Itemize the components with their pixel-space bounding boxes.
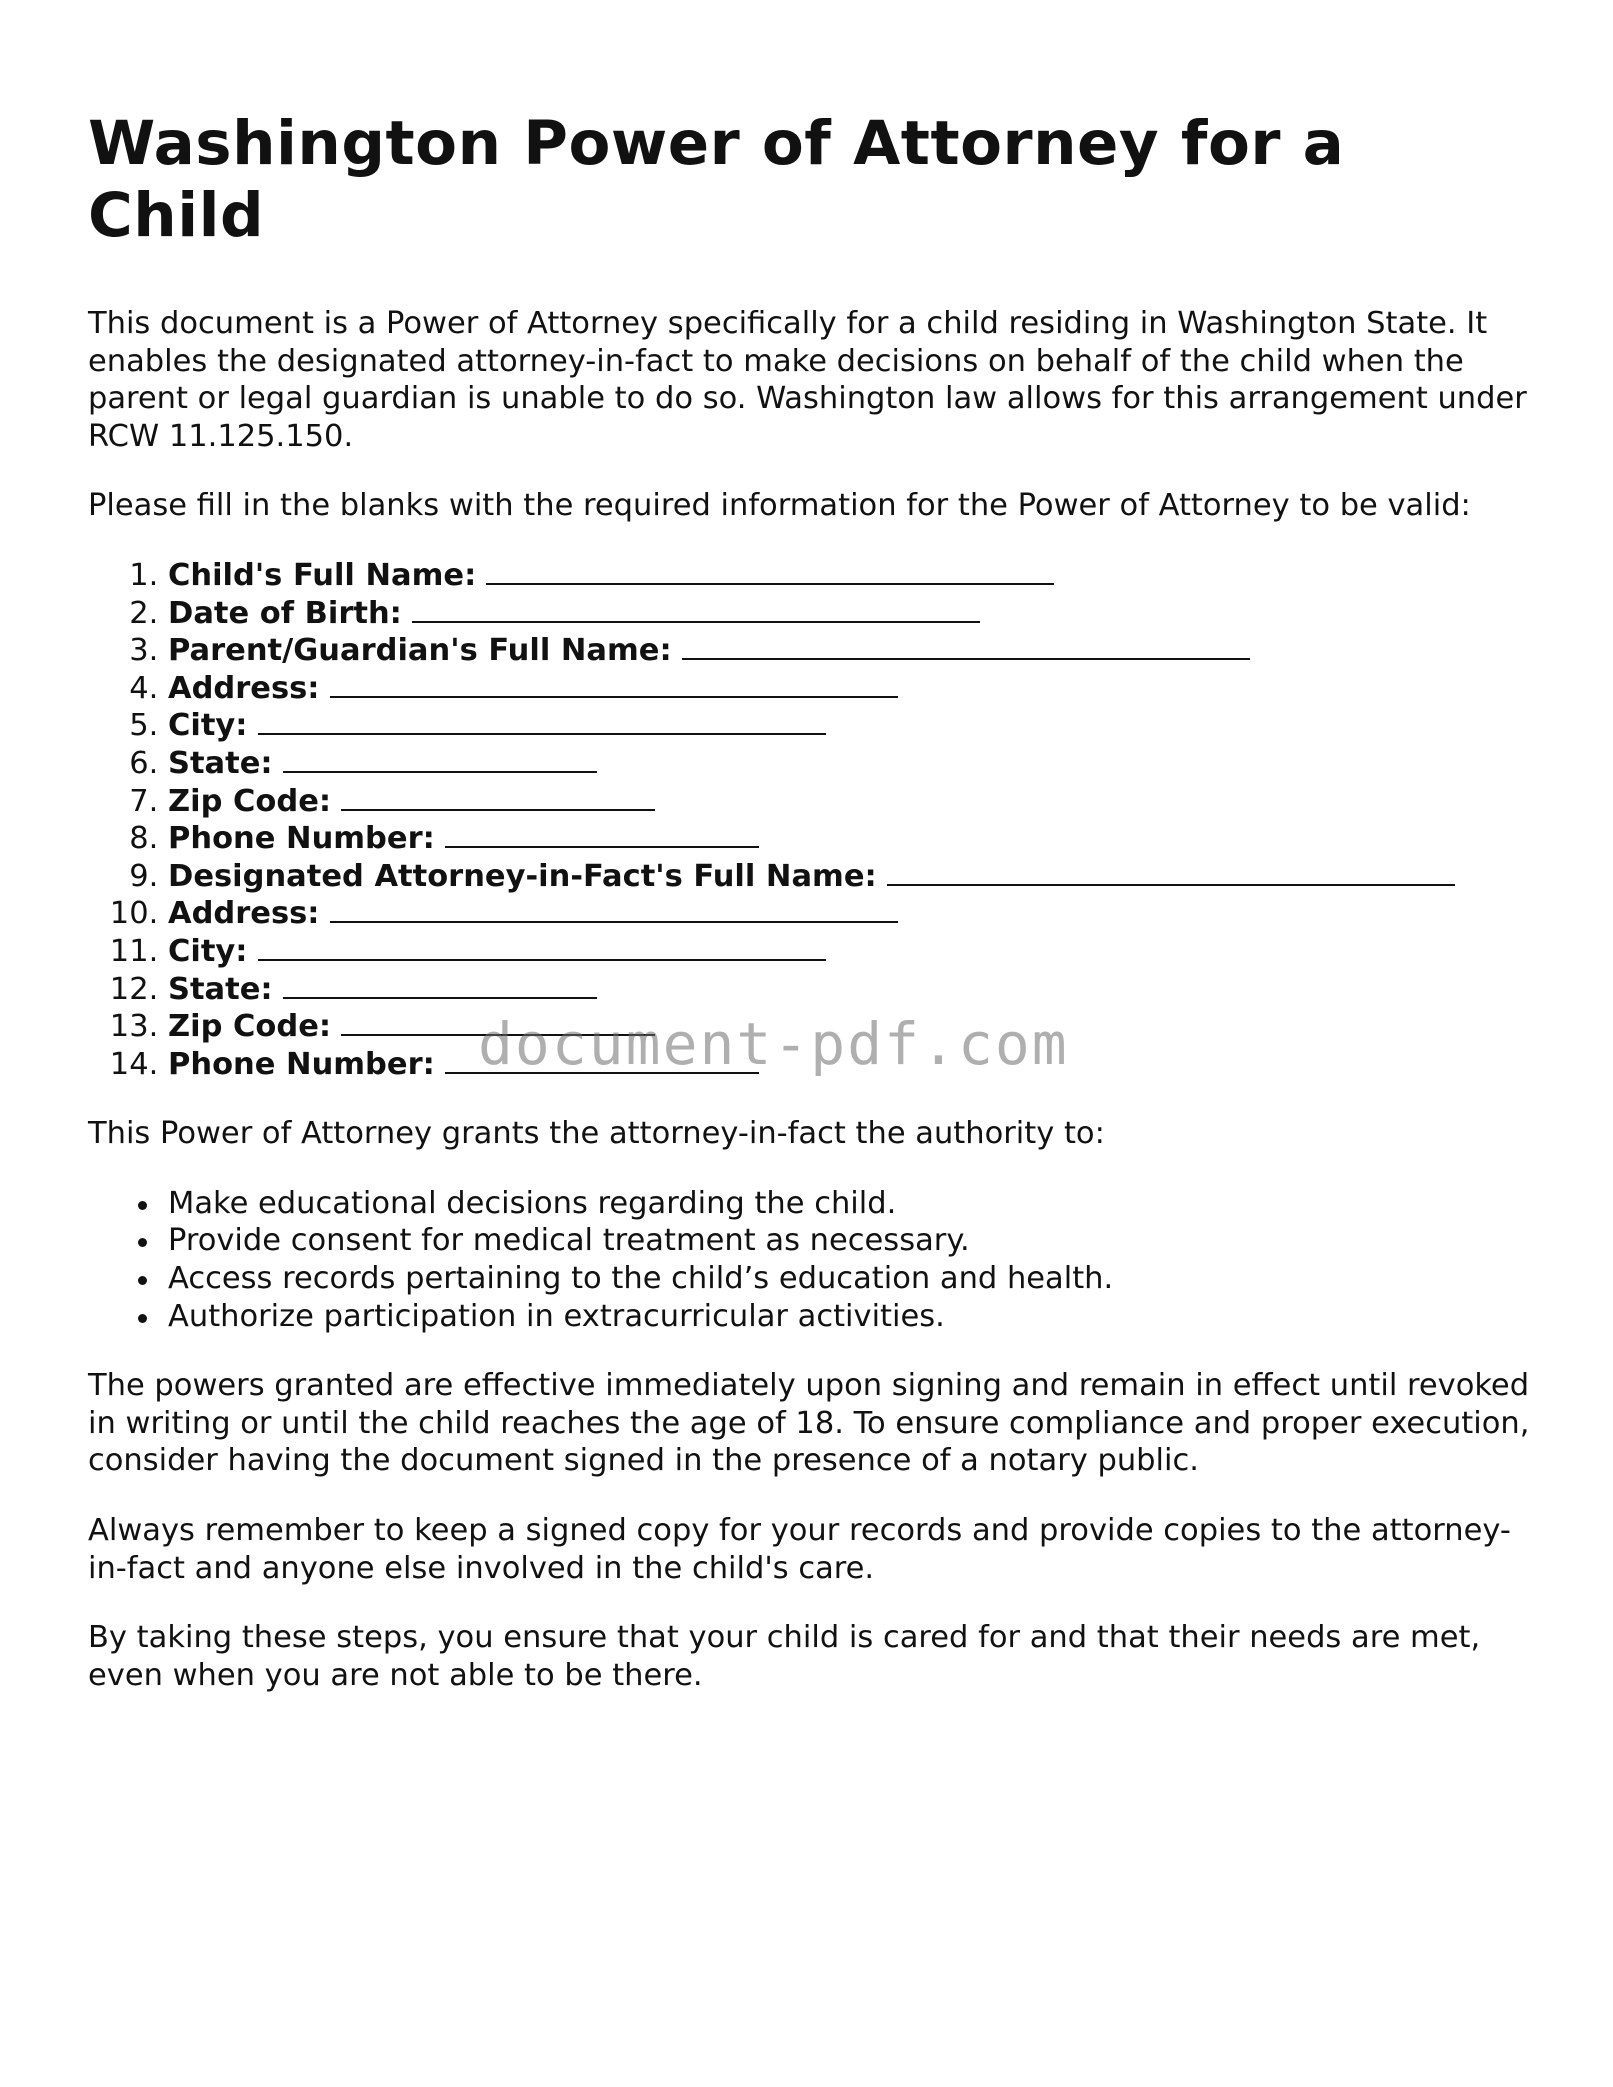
form-fields-list xyxy=(88,557,1538,1083)
field-label: City: xyxy=(168,708,248,744)
field-attorney-in-fact-name xyxy=(168,858,1538,896)
field-attorney-address xyxy=(168,895,1538,933)
blank-line[interactable] xyxy=(887,864,1455,886)
field-label: Zip Code: xyxy=(168,1009,332,1045)
field-label: State: xyxy=(168,971,273,1007)
document-page xyxy=(88,108,1538,1694)
field-label: Designated Attorney-in-Fact's Full Name: xyxy=(168,858,877,894)
field-address xyxy=(168,670,1538,708)
field-parent-guardian-name xyxy=(168,632,1538,670)
field-label: Phone Number: xyxy=(168,821,435,857)
blank-line[interactable] xyxy=(445,826,759,848)
watermark: document-pdf.com xyxy=(478,1010,1069,1078)
field-phone-number xyxy=(168,820,1538,858)
field-attorney-phone-number xyxy=(168,1046,1538,1084)
field-label: City: xyxy=(168,933,248,969)
list-item: Access records pertaining to the child’s education and health. xyxy=(168,1260,1538,1298)
list-item: Provide consent for medical treatment as necessary. xyxy=(168,1222,1538,1260)
blank-line[interactable] xyxy=(412,601,980,623)
field-attorney-zip-code xyxy=(168,1008,1538,1046)
field-label: Address: xyxy=(168,896,320,932)
field-date-of-birth xyxy=(168,595,1538,633)
blank-line[interactable] xyxy=(258,713,826,735)
remember-paragraph: Always remember to keep a signed copy for your records and provide copies to the attorney-in-fact and anyone else involved in the child's care. xyxy=(88,1513,1511,1586)
closing-paragraph: By taking these steps, you ensure that your child is cared for and that their needs are met, even when you are not able to be there. xyxy=(88,1620,1481,1693)
field-childs-full-name xyxy=(168,557,1538,595)
field-label: Phone Number: xyxy=(168,1046,435,1082)
list-item: Make educational decisions regarding the child. xyxy=(168,1185,1538,1223)
field-label: State: xyxy=(168,745,273,781)
blank-line[interactable] xyxy=(258,939,826,961)
field-label: Date of Birth: xyxy=(168,595,402,631)
blank-line[interactable] xyxy=(330,901,898,923)
field-label: Child's Full Name: xyxy=(168,557,477,593)
page-title: Washington Power of Attorney for a Child xyxy=(88,108,1345,251)
field-zip-code xyxy=(168,783,1538,821)
blank-line[interactable] xyxy=(682,638,1250,660)
list-item: Authorize participation in extracurricular activities. xyxy=(168,1298,1538,1336)
blank-line[interactable] xyxy=(486,563,1054,585)
blank-line[interactable] xyxy=(283,751,597,773)
blank-line[interactable] xyxy=(330,676,898,698)
field-city xyxy=(168,707,1538,745)
blank-line[interactable] xyxy=(341,789,655,811)
field-label: Zip Code: xyxy=(168,783,332,819)
instructions-paragraph: Please fill in the blanks with the required information for the Power of Attorney to be valid: xyxy=(88,488,1471,524)
field-label: Address: xyxy=(168,670,320,706)
powers-list xyxy=(88,1185,1538,1335)
effect-paragraph: The powers granted are effective immediately upon signing and remain in effect until revoked in writing or until the child reaches the age of 18. To ensure compliance and proper execution, consider having the document signed in the presence of a notary public. xyxy=(88,1368,1530,1479)
intro-paragraph: This document is a Power of Attorney specifically for a child residing in Washington State. It enables the designated attorney-in-fact to make decisions on behalf of the child when the parent or legal guardian is unable to do so. Washington law allows for this arrangement under RCW 11.125.150. xyxy=(88,306,1527,454)
field-state xyxy=(168,745,1538,783)
blank-line[interactable] xyxy=(341,1014,655,1036)
blank-line[interactable] xyxy=(283,977,597,999)
field-attorney-city xyxy=(168,933,1538,971)
authority-intro-paragraph: This Power of Attorney grants the attorney-in-fact the authority to: xyxy=(88,1116,1105,1152)
field-label: Parent/Guardian's Full Name: xyxy=(168,633,672,669)
blank-line[interactable] xyxy=(445,1052,759,1074)
field-attorney-state xyxy=(168,971,1538,1009)
